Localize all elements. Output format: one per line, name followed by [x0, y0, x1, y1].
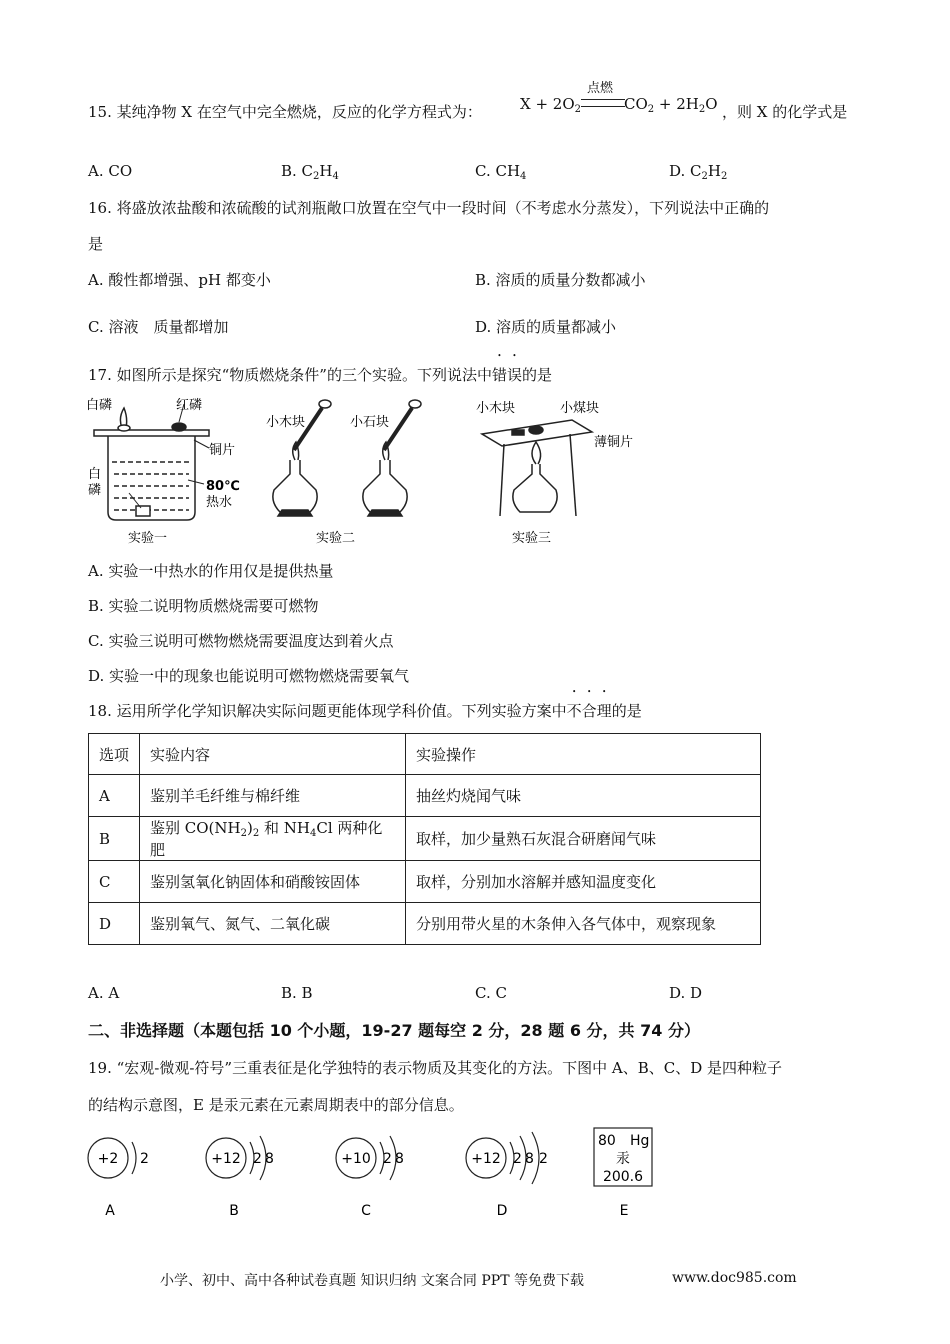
q18-option-c: C. C [475, 984, 507, 1002]
element-symbol: Hg [630, 1133, 650, 1149]
eq-right: $CO_2 + 2H_2O$ [624, 95, 718, 115]
header-option: 选项 [89, 734, 140, 775]
cell-operation: 分别用带火星的木条伸入各气体中，观察现象 [406, 903, 761, 945]
q16-option-d: D. 溶质的质量都减小 [475, 318, 617, 336]
label-small-coal: 小煤块 [560, 401, 600, 416]
q17-option-c: C. 实验三说明可燃物燃烧需要温度达到着火点 [88, 632, 394, 650]
cell-operation: 取样，加少量熟石灰混合研磨闻气味 [406, 817, 761, 861]
experiment-1 [94, 404, 209, 520]
label-hot-water: 热水 [206, 495, 233, 510]
label-white-phosphorus-2b: 磷 [88, 483, 102, 498]
q18-option-a: A. A [88, 984, 120, 1002]
table-row [89, 903, 761, 945]
shell-d-1: 2 [513, 1151, 522, 1167]
q19-stem-line2: 的结构示意图，E 是汞元素在元素周期表中的部分信息。 [88, 1096, 464, 1114]
particle-label-b: B [229, 1203, 239, 1219]
shell-d-3: 2 [539, 1151, 548, 1167]
coal-piece [529, 426, 543, 434]
label-small-stone: 小石块 [350, 415, 390, 430]
table-row [89, 817, 761, 861]
particle-label-d: D [496, 1203, 508, 1219]
nucleus-charge-c: +10 [341, 1151, 371, 1167]
table-header-row [89, 734, 761, 775]
footer-text: 小学、初中、高中各种试卷真题 知识归纳 文案合同 PPT 等免费下载 [160, 1273, 584, 1289]
q16-stem-line2: 是 [88, 235, 104, 253]
alcohol-lamp-2 [363, 460, 407, 512]
cell-content: 鉴别羊毛纤维与棉纤维 [140, 775, 406, 817]
q18-table [88, 733, 761, 945]
q15-stem-end: ，则 X 的化学式是 [722, 103, 848, 121]
shell-c-1: 2 [383, 1151, 392, 1167]
white-phosphorus-underwater [136, 506, 150, 516]
footer-url[interactable]: www.doc985.com [672, 1270, 797, 1286]
q15-stem: 15. 某纯净物 X 在空气中完全燃烧，反应的化学方程式为： [88, 103, 482, 121]
element-name: 汞 [616, 1151, 630, 1167]
q17-option-a: A. 实验一中热水的作用仅是提供热量 [88, 562, 334, 580]
tripod-leg-2 [570, 434, 576, 516]
beaker-1 [108, 436, 195, 520]
nucleus-charge-d: +12 [471, 1151, 501, 1167]
table-row [89, 775, 761, 817]
cell-option: B [89, 817, 140, 861]
q17-option-d: D. 实验一中的现象也能说明可燃物燃烧需要氧气 [88, 667, 410, 685]
shell-d-2: 8 [525, 1151, 534, 1167]
flame-icon-4 [532, 442, 541, 464]
alcohol-lamp-1 [273, 460, 317, 512]
element-number: 80 [598, 1133, 616, 1149]
q15-equation [517, 77, 727, 127]
shell-b-1: 2 [253, 1151, 262, 1167]
experiment-3 [482, 420, 592, 516]
label-white-phosphorus-2a: 白 [88, 467, 102, 482]
caption-experiment-2: 实验二 [316, 531, 356, 546]
alcohol-lamp-3 [513, 464, 557, 512]
q15-option-b: B. $C_2H_4$ [281, 162, 339, 182]
particle-label-c: C [361, 1203, 371, 1219]
particle-label-a: A [105, 1203, 115, 1219]
label-small-wood: 小木块 [266, 415, 306, 430]
cell-content: 鉴别氢氧化钠固体和硝酸铵固体 [140, 861, 406, 903]
eq-condition: 点燃 [587, 81, 614, 96]
q17-option-b: B. 实验二说明物质燃烧需要可燃物 [88, 597, 319, 615]
particle-label-e: E [619, 1203, 629, 1219]
q16-option-a: A. 酸性都增强、pH 都变小 [88, 271, 271, 289]
q17-stem: 17. 如图所示是探究“物质燃烧条件”的三个实验。下列说法中错误的是 [88, 366, 553, 384]
q16-option-b: B. 溶质的质量分数都减小 [475, 271, 646, 289]
eq-left: $X + 2O_2$ [520, 95, 581, 115]
cell-content: 鉴别氧气、氮气、二氧化碳 [140, 903, 406, 945]
q16-stem-line1: 16. 将盛放浓盐酸和浓硫酸的试剂瓶敞口放置在空气中一段时间（不考虑水分蒸发），下列说法中正确的 [88, 199, 770, 217]
q19-figure [84, 1124, 684, 1224]
cell-operation: 抽丝灼烧闻气味 [406, 775, 761, 817]
caption-experiment-3: 实验三 [512, 531, 552, 546]
caption-experiment-1: 实验一 [128, 531, 168, 546]
q15-option-c: C. $CH_4$ [475, 162, 527, 182]
label-red-phosphorus: 红磷 [176, 398, 203, 413]
eq-equals [581, 99, 625, 107]
nucleus-charge-b: +12 [211, 1151, 241, 1167]
cell-content: 鉴别 $CO(NH_2)_2$ 和 $NH_4Cl$ 两种化肥 [140, 817, 406, 861]
tripod-leg-1 [500, 444, 504, 516]
cell-option: C [89, 861, 140, 903]
shell-b-2: 8 [265, 1151, 274, 1167]
label-white-phosphorus: 白磷 [86, 398, 113, 413]
q17-figure [84, 390, 644, 550]
q18-stem: 18. 运用所学化学知识解决实际问题更能体现学科价值。下列实验方案中不合理的是 [88, 702, 642, 720]
red-phosphorus [172, 423, 186, 431]
header-operation: 实验操作 [406, 734, 761, 775]
label-temperature: 80℃ [206, 479, 240, 494]
q18-option-b: B. B [281, 984, 313, 1002]
q19-stem-line1: 19. “宏观-微观-符号”三重表征是化学独特的表示物质及其变化的方法。下图中 A、B、C、D 是四种粒子 [88, 1059, 782, 1077]
q15-option-a: A. CO [88, 162, 133, 180]
cell-option: A [89, 775, 140, 817]
shell-a-1: 2 [140, 1151, 149, 1167]
wood-piece [512, 430, 524, 435]
label-thin-copper: 薄铜片 [594, 435, 634, 450]
white-phosphorus-top [118, 425, 130, 431]
cell-option: D [89, 903, 140, 945]
q16-option-c: C. 溶液 质量都增加 [88, 318, 229, 336]
nucleus-charge-a: +2 [97, 1151, 119, 1167]
q15-option-d: D. $C_2H_2$ [669, 162, 728, 182]
section-2-heading: 二、非选择题（本题包括 10 个小题，19-27 题每空 2 分，28 题 6 分，共 74 分） [88, 1021, 700, 1040]
shell-c-2: 8 [395, 1151, 404, 1167]
label-small-wood-3: 小木块 [476, 401, 516, 416]
element-mass: 200.6 [602, 1169, 644, 1185]
label-copper-plate: 铜片 [209, 443, 236, 458]
cell-operation: 取样，分别加水溶解并感知温度变化 [406, 861, 761, 903]
header-content: 实验内容 [140, 734, 406, 775]
q18-option-d: D. D [669, 984, 703, 1002]
copper-plate [94, 430, 209, 436]
table-row [89, 861, 761, 903]
